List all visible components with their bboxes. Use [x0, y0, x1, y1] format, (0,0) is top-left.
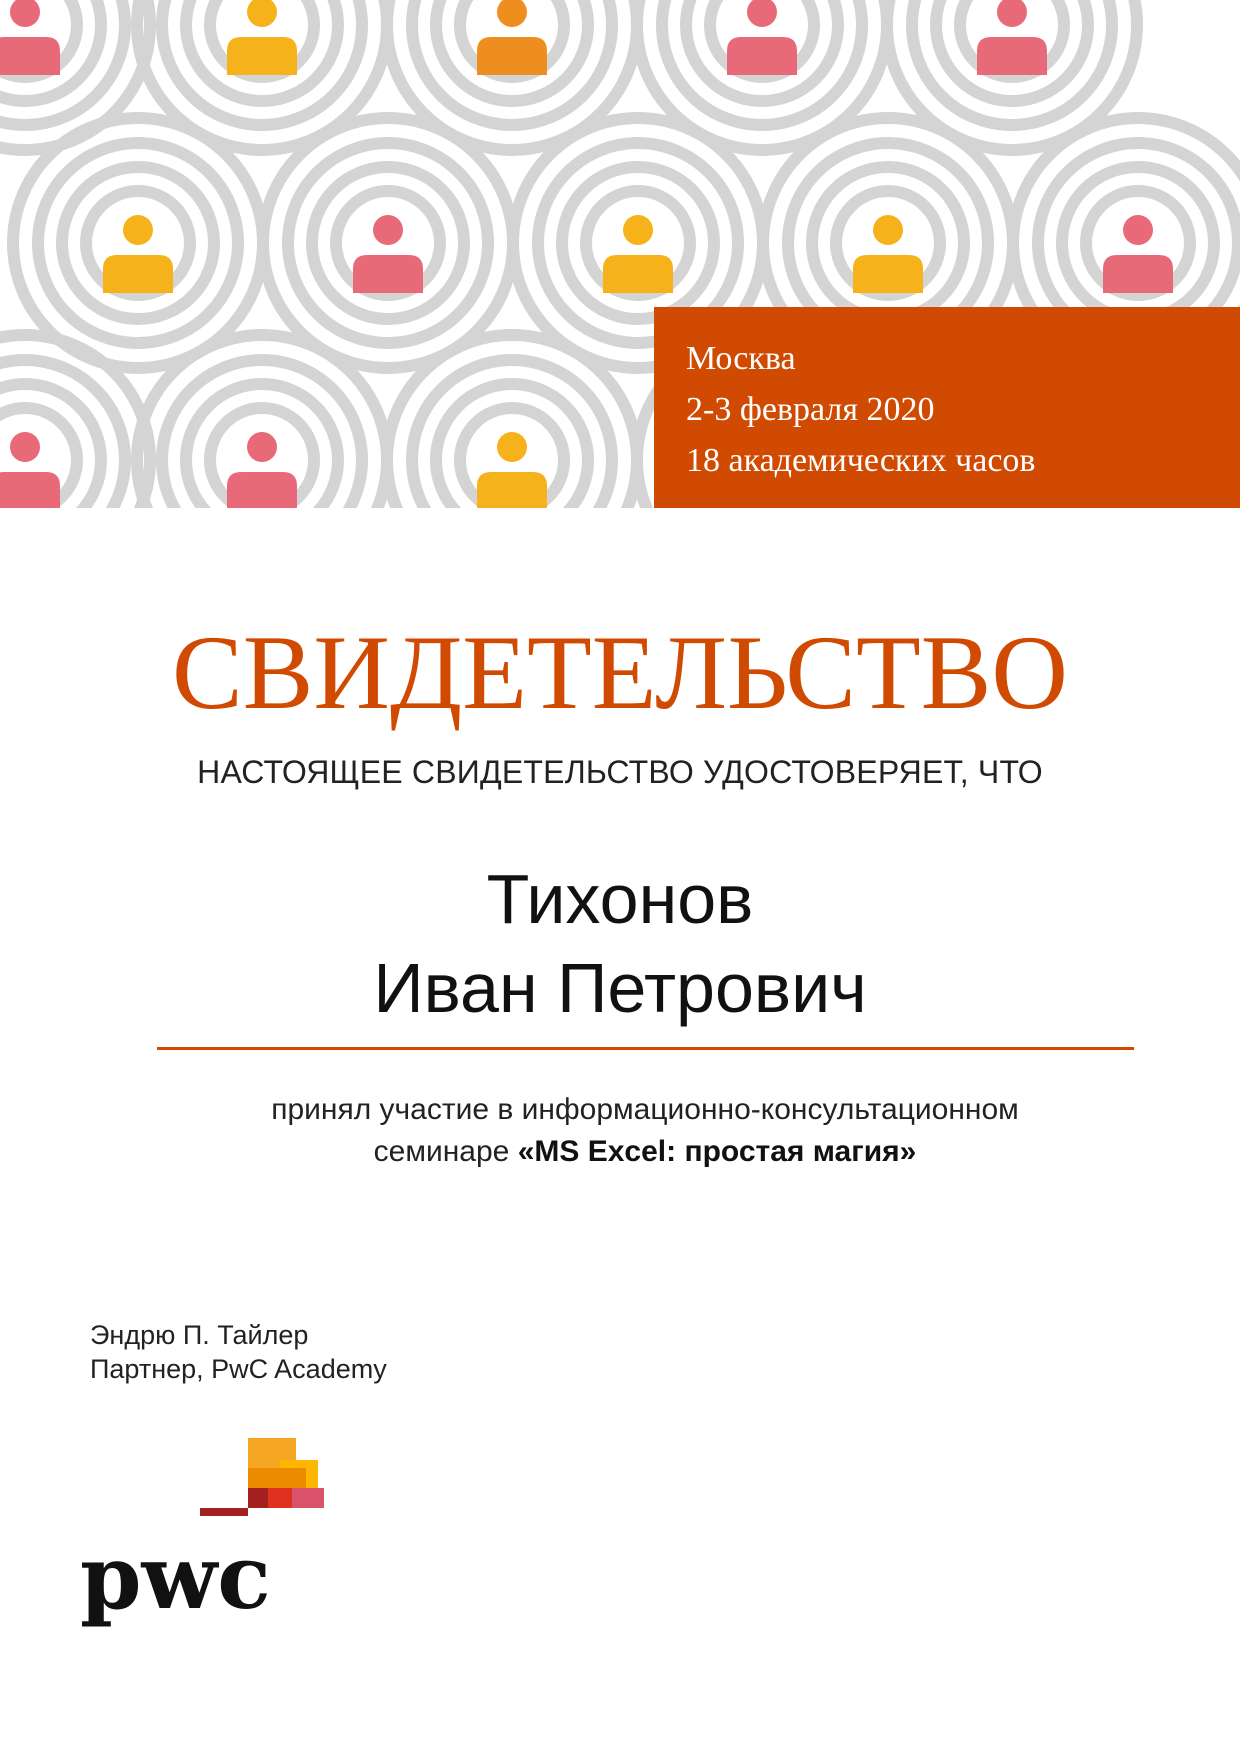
person-icon [477, 0, 547, 75]
event-hours: 18 академических часов [686, 442, 1036, 479]
person-icon [977, 0, 1047, 75]
person-icon [103, 215, 173, 293]
signatory-name: Эндрю П. Тайлер [90, 1320, 309, 1350]
recipient-last-name: Тихонов [486, 860, 754, 938]
seminar-title: «MS Excel: простая магия» [517, 1135, 917, 1168]
event-info-box [654, 307, 1240, 508]
description-line-2 [0, 1131, 1240, 1173]
name-divider [157, 1047, 1134, 1050]
pwc-wordmark: pwc [80, 1525, 271, 1629]
person-icon [1103, 215, 1173, 293]
recipient-first-names: Иван Петрович [373, 949, 867, 1027]
person-icon [603, 215, 673, 293]
person-icon [0, 432, 60, 508]
description-line-1: принял участие в информационно-консультационном [271, 1093, 1019, 1126]
person-icon [477, 432, 547, 508]
person-icon [227, 432, 297, 508]
person-icon [727, 0, 797, 75]
description-prefix: семинаре [373, 1135, 510, 1168]
signatory-position: Партнер, PwC Academy [90, 1354, 387, 1384]
person-icon [0, 0, 60, 75]
person-icon [227, 0, 297, 75]
certificate-title: СВИДЕТЕЛЬСТВО [172, 614, 1068, 731]
certificate-subtitle: НАСТОЯЩЕЕ СВИДЕТЕЛЬСТВО УДОСТОВЕРЯЕТ, ЧТО [197, 754, 1043, 790]
person-icon [353, 215, 423, 293]
pwc-logo [80, 1430, 350, 1636]
event-city: Москва [686, 340, 796, 377]
person-icon [853, 215, 923, 293]
event-dates: 2-3 февраля 2020 [686, 391, 935, 428]
